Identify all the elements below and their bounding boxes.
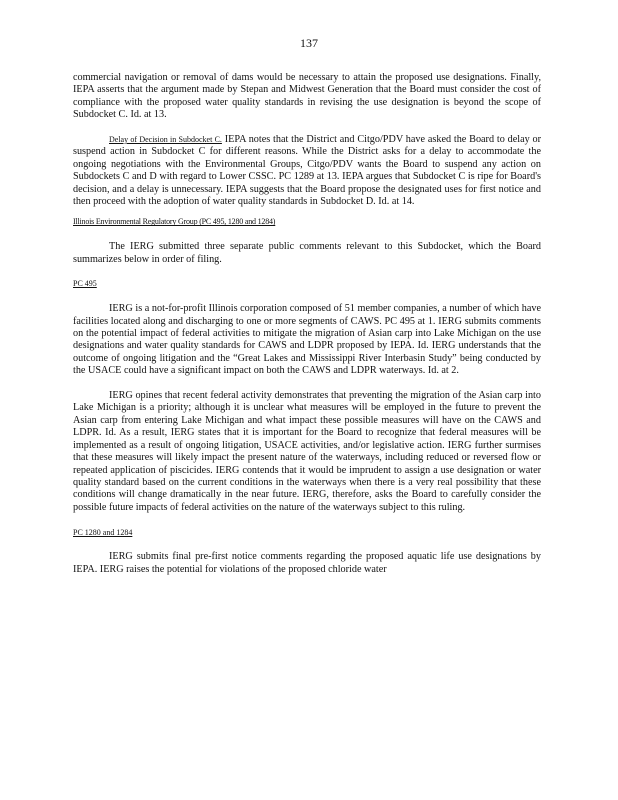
subheading-pc-1280-1284: PC 1280 and 1284 (73, 527, 133, 537)
paragraph-asian-carp: IERG opines that recent federal activity demonstrates that preventing the migration of the Asian carp into Lake Michigan is a priority; although it is unclear what measures will be employed in the future to prevent the Asian carp from entering Lake Michigan and what impact these possible measures will have on the CAWS and LDPR. Id. As a result, IERG states that it is important for the Board to recognize that federal measures will be implemented as a result of ongoing litigation, USACE activities, and/or legislative action. IERG further surmises that these measures will likely impact the present nature of the waterways, including reduced or reversed flow or repeated application of piscicides. IERG contends that it would be imprudent to assign a use designation or water quality standard based on the current conditions in the waterways when there is a very real possibility that these conditions will change dramatically in the near future. IERG, therefore, asks the Board to carefully consider the possible future impacts of federal activities on the nature of the waterways subject to this ruling. (73, 390, 541, 513)
document-body (73, 72, 541, 576)
paragraph-ierg-summary: The IERG submitted three separate public comments relevant to this Subdocket, which the Board summarizes below in order of filing. (73, 241, 541, 265)
delay-of-decision-text: IEPA notes that the District and Citgo/PDV have asked the Board to delay or suspend action in Subdocket C for different reasons. While the District asks for a delay to accommodate the ongoing negotiations with the Environmental Groups, Citgo/PDV wants the Board to suspend any action on Subdockets C and D with regard to Lower CSSC. PC 1289 at 13. IEPA argues that Subdocket C is ripe for Board's decision, and a delay is unnecessary. IEPA suggests that the Board propose the designated uses for first notice and then proceed with the adoption of water quality standards in Subdocket D. Id. at 14. (73, 134, 541, 208)
paragraph-delay-of-decision (73, 134, 541, 208)
page-number: 137 (300, 36, 318, 50)
paragraph-cost-of-compliance: commercial navigation or removal of dams would be necessary to attain the proposed use designations. Finally, IEPA asserts that the argument made by Stepan and Midwest Generation that the Board must consider the cost of compliance with the proposed water quality standards in revising the use designation is beyond the scope of Subdocket C. Id. at 13. (73, 72, 541, 121)
delay-of-decision-heading: Delay of Decision in Subdocket C. (109, 135, 222, 145)
paragraph-pc-495-intro: IERG is a not-for-profit Illinois corporation composed of 51 member companies, a number of which have facilities located along and discharging to one or more segments of CAWS. PC 495 at 1. IERG submits comments on the potential impact of federal activities to mitigate the migration of Asian carp into Lake Michigan on the use designations and water quality standards for CAWS and LDPR proposed by IEPA. Id. IERG understands that the outcome of ongoing litigation and the “Great Lakes and Mississippi River Interbasin Study” being conducted by the USACE could have a significant impact on both the CAWS and LDPR waterways. Id. at 2. (73, 303, 541, 377)
subheading-pc-495: PC 495 (73, 279, 97, 289)
section-heading-ierg: Illinois Environmental Regulatory Group (PC 495, 1280 and 1284) (73, 217, 276, 227)
paragraph-final-comments: IERG submits final pre-first notice comments regarding the proposed aquatic life use designations by IEPA. IERG raises the potential for violations of the proposed chloride water (73, 551, 541, 575)
